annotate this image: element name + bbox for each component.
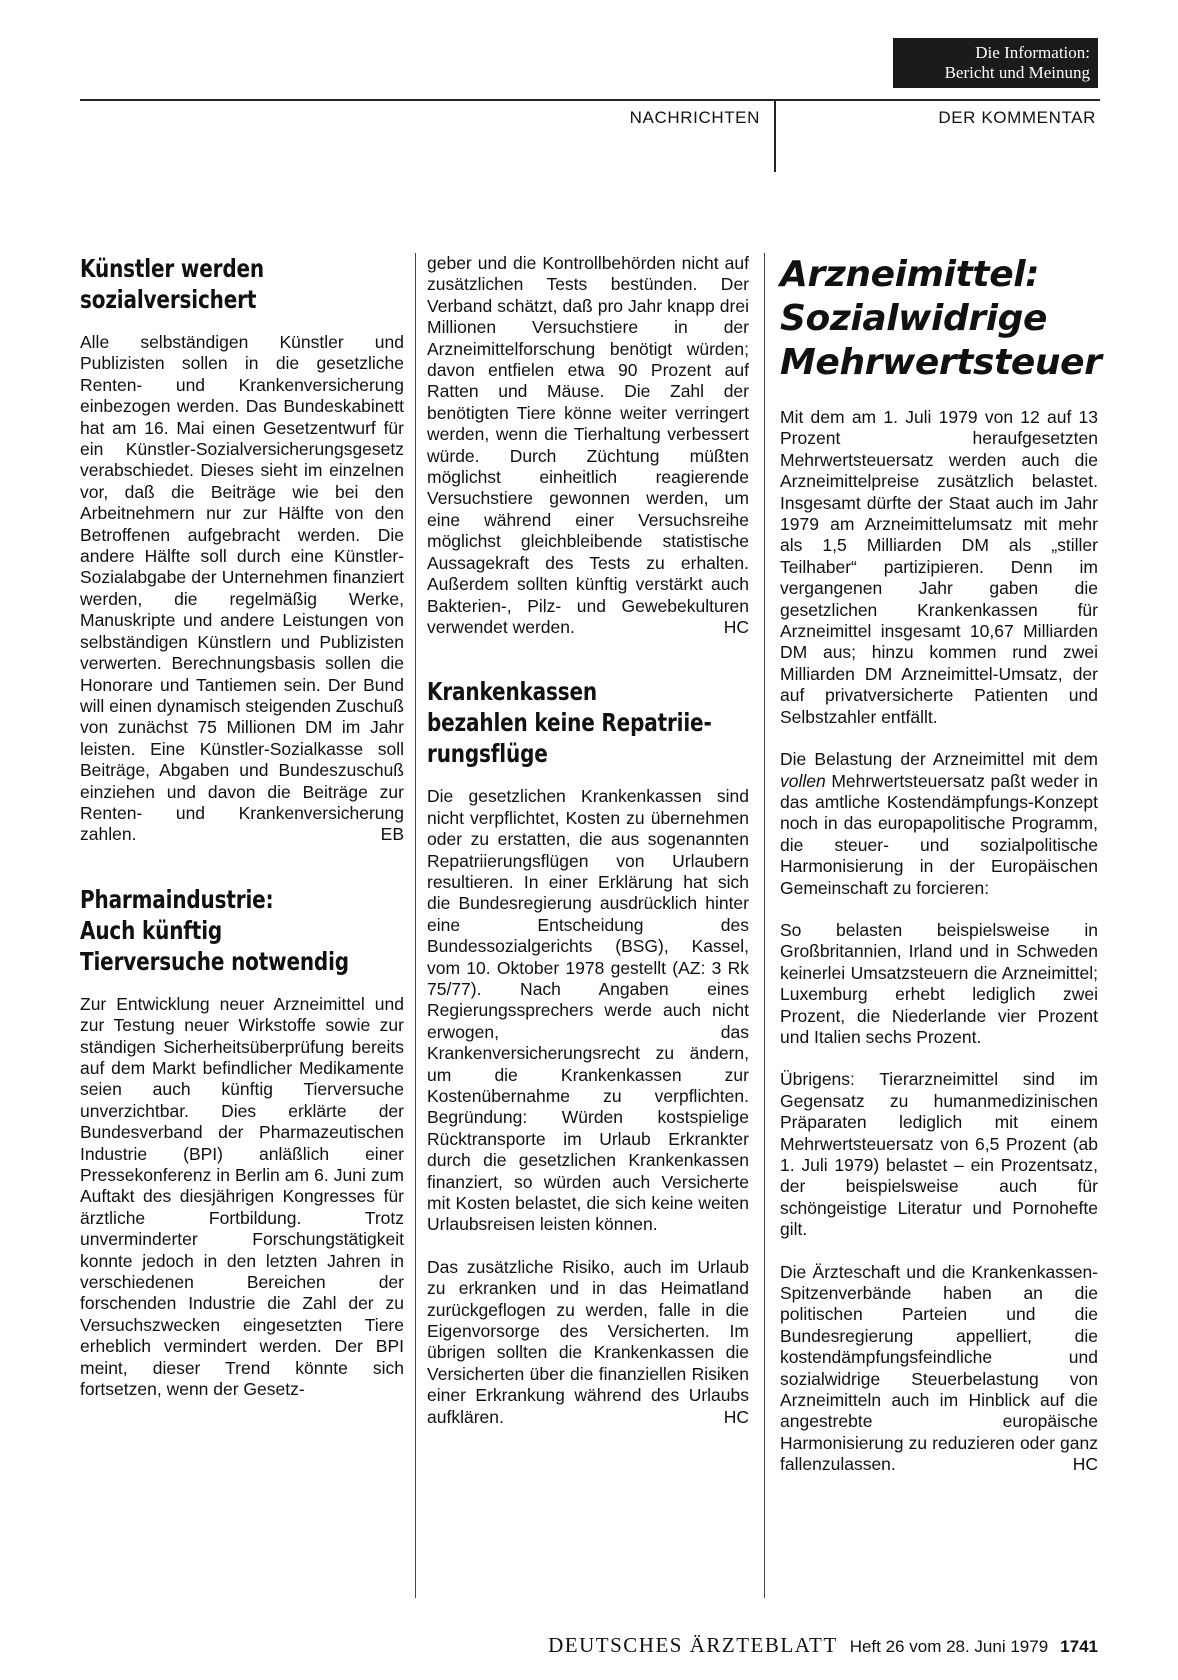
body-krankenkassen-p1: Die gesetzlichen Krankenkassen sind nicht verpflichtet, Kosten zu übernehmen oder zu erstatten, die aus sogenannten Repatriierungsflügen von Urlaubern resultieren. In einer Erklärung hat sich die Bundesregierung ausdrücklich hinter eine Entscheidung des Bundessozialgerichts (BSG), Kassel, vom 10. Oktober 1978 gestellt (AZ: 3 Rk 75/77). Nach Angaben eines Regierungssprechers werde auch nicht erwogen, das Krankenversicherungsrecht zu ändern, um die Krankenkassen zur Kostenübernahme zu verpflichten. Begründung: Würden kostspielige Rücktransporte im Urlaub Erkrankter durch die gesetzlichen Krankenkassen finanziert, so würden auch Versicherte mit Kosten belastet, die sich keine weiten Urlaubsreisen leisten können.: [427, 786, 749, 1235]
body-kommentar-p3: So belasten beispielsweise in Großbritannien, Irland und in Schweden keinerlei Umsatzsteuern die Arzneimittel; Luxemburg erhebt lediglich zwei Prozent, die Niederlande vier Prozent und Italien sechs Prozent.: [780, 919, 1098, 1047]
body-kommentar-p5: Die Ärzteschaft und die Krankenkassen-Spitzenverbände haben an die politischen Parteien und die Bundesregierung appelliert, die kostendämpfungsfeindliche und sozialwidrige Steuerbelastung von Arzneimitteln auch im Hinblick auf die angestrebte europäische Harmonisierung zu reduzieren oder ganz fallenzulassen. HC: [780, 1261, 1098, 1475]
footer-page-number: 1741: [1060, 1637, 1098, 1656]
header-rule: [80, 99, 1100, 101]
signature-hc-kommentar: HC: [1072, 1454, 1098, 1475]
header-divider: [774, 100, 776, 172]
body-pharma-part-2: geber und die Kontrollbehörden nicht auf zusätzlichen Tests bestünden. Der Verband schätzt, daß pro Jahr knapp drei Millionen Versuchstiere in der Arzneimittelforschung benötigt würden; davon entfielen etwa 90 Prozent auf Ratten und Mäuse. Die Zahl der benötigten Tiere könne weiter verringert werden, wenn die Tierhaltung verbessert würde. Durch Züchtung müßten möglichst einheitlich reagierende Versuchstiere gewonnen werden, um eine während einer Versuchsreihe möglichst gleichbleibende statistische Aussagekraft des Tests zu erhalten. Außerdem sollten künftig verstärkt auch Bakterien-, Pilz- und Gewebekulturen verwendet werden. HC: [427, 253, 749, 637]
column-1: [80, 253, 404, 1400]
badge-line-2: Bericht und Meinung: [944, 63, 1090, 82]
body-kommentar-p1: Mit dem am 1. Juli 1979 von 12 auf 13 Prozent heraufgesetzten Mehrwertsteuersatz werden auch die Arzneimittelpreise zusätzlich belastet. Insgesamt dürfte der Staat auch im Jahr 1979 am Arzneimittelumsatz mit mehr als 1,5 Milliarden DM als „stiller Teilhaber“ partizipieren. Denn im vergangenen Jahr gaben die gesetzlichen Krankenkassen für Arzneimittel insgesamt 10,67 Milliarden DM aus; hinzu kommen rund zwei Milliarden DM Arzneimittel-Umsatz, der auf privatversicherte Patienten und Selbstzahler entfällt.: [780, 407, 1098, 727]
column-2: [427, 253, 749, 1428]
page-footer: [430, 1633, 1098, 1661]
badge-line-1: Die Information:: [975, 43, 1090, 62]
article-kuenstler: [80, 253, 404, 846]
headline-pharma: Pharmaindustrie: Auch künftig Tierversuche notwendig: [80, 884, 349, 976]
article-pharma: [80, 884, 404, 1401]
section-label-kommentar: DER KOMMENTAR: [938, 108, 1096, 127]
section-label-nachrichten: NACHRICHTEN: [629, 108, 760, 127]
article-krankenkassen: [427, 676, 749, 1428]
column-rule-2: [764, 253, 765, 1598]
column-rule-1: [415, 253, 416, 1598]
footer-issue: Heft 26 vom 28. Juni 1979: [849, 1637, 1049, 1656]
body-kommentar-p2: Die Belastung der Arzneimittel mit dem vollen Mehrwertsteuersatz paßt weder in das amtliche Kostendämpfungs-Konzept noch in das europapolitische Programm, die steuer- und sozialpolitische Harmonisierung in der Europäischen Gemeinschaft zu forcieren:: [780, 749, 1098, 898]
signature-hc-pharma: HC: [723, 616, 749, 637]
headline-kuenstler: Künstler werden sozialversichert: [80, 254, 264, 314]
headline-krankenkassen: Krankenkassen bezahlen keine Repatriie- rungsflüge: [427, 677, 712, 769]
headline-kommentar: Arzneimittel: Sozialwidrige Mehrwertsteuer: [780, 254, 1102, 383]
emphasis-vollen: vollen: [780, 770, 826, 791]
signature-eb: EB: [380, 824, 404, 845]
body-kuenstler: Alle selbständigen Künstler und Publizisten sollen in die gesetzliche Renten- und Krankenversicherung einbezogen werden. Das Bundeskabinett hat am 16. Mai einen Gesetzentwurf für ein Künstler-Sozialversicherungsgesetz verabschiedet. Dieses sieht im einzelnen vor, daß die Beiträge wie bei den Arbeitnehmern nur zur Hälfte von den Betroffenen aufgebracht werden. Die andere Hälfte soll durch eine Künstler-Sozialabgabe der Unternehmen finanziert werden, die regelmäßig Werke, Manuskripte und andere Leistungen von selbständigen Künstlern und Publizisten verwerten. Berechnungsbasis sollen die Honorare und Tantiemen sein. Der Bund will einen dynamisch steigenden Zuschuß von zunächst 75 Millionen DM im Jahr leisten. Eine Künstler-Sozialkasse soll Beiträge, Abgaben und Bundeszuschuß einziehen und davon die Beiträge zur Renten- und Krankenversicherung zahlen. EB: [80, 332, 404, 845]
column-3: [780, 253, 1102, 1476]
body-pharma-part-1: Zur Entwicklung neuer Arzneimittel und zur Testung neuer Wirkstoffe sowie zur ständigen Sicherheitsüberprüfung bereits auf dem Markt befindlicher Medikamente seien auch künftig Tierversuche unverzichtbar. Dies erklärte der Bundesverband der Pharmazeutischen Industrie (BPI) anläßlich einer Pressekonferenz in Berlin am 6. Juni zum Auftakt des diesjährigen Kongresses für ärztliche Fortbildung. Trotz unverminderter Forschungstätigkeit konnte jedoch in den letzten Jahren in verschiedenen Bereichen der forschenden Industrie die Zahl der zu Versuchszwecken eingesetzten Tiere erheblich vermindert werden. Der BPI meint, dieser Trend könnte sich fortsetzen, wenn der Gesetz-: [80, 993, 404, 1400]
footer-journal: DEUTSCHES ÄRZTEBLATT: [548, 1633, 838, 1657]
signature-hc-krankenkassen: HC: [723, 1406, 749, 1427]
section-badge: [893, 38, 1098, 88]
body-krankenkassen-p2: Das zusätzliche Risiko, auch im Urlaub zu erkranken und in das Heimatland zurückgeflogen zu werden, falle in die Eigenvorsorge des Versicherten. Im übrigen sollten die Krankenkassen die Versicherten über die finanziellen Risiken einer Erkrankung während des Urlaubs aufklären. HC: [427, 1256, 749, 1427]
body-kommentar-p4: Übrigens: Tierarzneimittel sind im Gegensatz zu humanmedizinischen Präparaten lediglich mit einem Mehrwertsteuersatz von 6,5 Prozent (ab 1. Juli 1979) belastet – ein Prozentsatz, der beispielsweise auch für schöngeistige Literatur und Pornohefte gilt.: [780, 1069, 1098, 1240]
